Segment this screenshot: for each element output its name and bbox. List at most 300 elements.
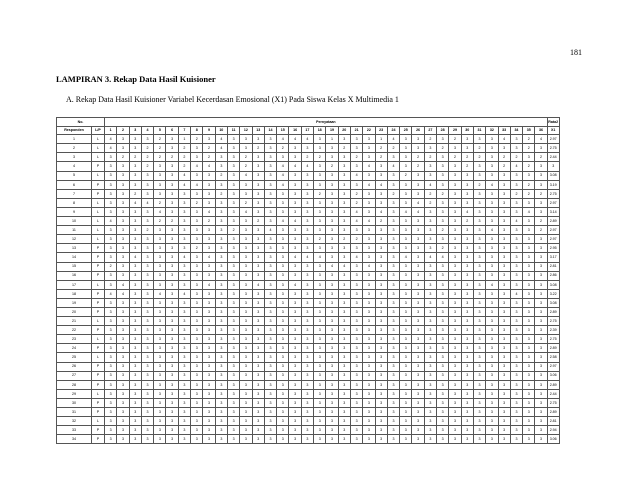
respondent-number: 19 [57,298,92,307]
score-cell: 3 [461,380,473,389]
score-cell: 3 [301,353,313,362]
score-cell: 3 [240,398,252,407]
question-number-header: 18 [314,126,326,135]
question-number-header: 9 [203,126,215,135]
score-cell: 3 [105,235,117,244]
score-cell: 3 [105,317,117,326]
score-cell: 3 [178,244,190,253]
score-cell: 3 [412,135,424,144]
score-cell: 2 [473,180,485,189]
score-cell: 3 [289,362,301,371]
score-cell: 3 [277,244,289,253]
score-cell: 3 [375,398,387,407]
score-cell: 4 [129,253,141,262]
score-cell: 3 [387,371,399,380]
score-cell: 3 [449,317,461,326]
score-cell: 2 [326,162,338,171]
respondent-number: 16 [57,271,92,280]
score-cell: 3 [326,217,338,226]
score-cell: 2 [129,153,141,162]
score-cell: 2 [412,153,424,162]
score-cell: 3 [535,198,547,207]
score-cell: 3 [191,408,203,417]
score-cell: 3 [166,344,178,353]
score-cell: 3 [117,298,129,307]
score-cell: 4 [203,162,215,171]
score-cell: 3 [129,262,141,271]
score-cell: 3 [338,189,350,198]
score-cell: 3 [523,198,535,207]
score-cell: 3 [461,180,473,189]
score-cell: 3 [424,435,436,444]
score-cell: 3 [437,435,449,444]
score-cell: 4 [350,253,362,262]
score-cell: 2 [449,153,461,162]
score-cell: 3 [510,335,522,344]
score-cell: 3 [498,189,510,198]
score-cell: 3 [227,162,239,171]
score-cell: 3 [252,207,264,216]
score-cell: 3 [473,344,485,353]
score-cell: 3 [105,326,117,335]
respondent-gender: P [92,307,105,316]
questionnaire-recap-table [56,117,560,444]
score-cell: 3 [227,344,239,353]
score-cell: 3 [154,171,166,180]
score-cell: 3 [215,180,227,189]
score-cell: 3 [449,207,461,216]
mean-score: 2.89 [547,217,559,226]
score-cell: 3 [387,280,399,289]
mean-score: 2.75 [547,317,559,326]
score-cell: 3 [350,380,362,389]
table-header-row-1 [57,118,560,127]
score-cell: 3 [227,235,239,244]
score-cell: 3 [449,171,461,180]
score-cell: 3 [350,435,362,444]
score-cell: 3 [191,362,203,371]
score-cell: 3 [400,262,412,271]
score-cell: 2 [510,153,522,162]
score-cell: 2 [412,162,424,171]
score-cell: 3 [129,426,141,435]
score-cell: 3 [252,226,264,235]
score-cell: 3 [437,417,449,426]
score-cell: 3 [461,335,473,344]
score-cell: 3 [227,307,239,316]
score-cell: 3 [141,235,153,244]
score-cell: 3 [227,217,239,226]
score-cell: 3 [264,353,276,362]
score-cell: 3 [240,144,252,153]
score-cell: 3 [437,153,449,162]
score-cell: 3 [375,326,387,335]
score-cell: 3 [301,262,313,271]
score-cell: 3 [338,135,350,144]
respondent-number: 7 [57,189,92,198]
score-cell: 3 [166,144,178,153]
question-number-header: 35 [523,126,535,135]
score-cell: 3 [486,189,498,198]
score-cell: 3 [498,307,510,316]
score-cell: 3 [264,235,276,244]
score-cell: 3 [277,389,289,398]
score-cell: 3 [375,298,387,307]
score-cell: 3 [486,408,498,417]
score-cell: 4 [105,144,117,153]
score-cell: 3 [129,380,141,389]
score-cell: 3 [178,408,190,417]
score-cell: 3 [301,317,313,326]
score-cell: 3 [437,426,449,435]
score-cell: 3 [264,207,276,216]
score-cell: 3 [178,198,190,207]
score-cell: 3 [314,426,326,435]
score-cell: 3 [387,335,399,344]
score-cell: 3 [264,417,276,426]
mean-score: 2.89 [547,344,559,353]
score-cell: 3 [215,298,227,307]
score-cell: 3 [363,326,375,335]
score-cell: 3 [203,262,215,271]
score-cell: 3 [117,435,129,444]
mean-score: 3 [547,162,559,171]
score-cell: 3 [535,417,547,426]
score-cell: 3 [523,262,535,271]
score-cell: 3 [375,417,387,426]
score-cell: 3 [178,417,190,426]
score-cell: 3 [523,271,535,280]
score-cell: 3 [301,226,313,235]
score-cell: 3 [461,408,473,417]
score-cell: 3 [141,398,153,407]
score-cell: 3 [449,253,461,262]
question-number-header: 31 [473,126,485,135]
score-cell: 3 [117,389,129,398]
score-cell: 3 [191,189,203,198]
score-cell: 4 [277,171,289,180]
score-cell: 4 [350,207,362,216]
score-cell: 3 [203,189,215,198]
score-cell: 2 [461,162,473,171]
score-cell: 3 [277,207,289,216]
score-cell: 3 [387,244,399,253]
score-cell: 3 [387,344,399,353]
score-cell: 3 [191,153,203,162]
score-cell: 3 [203,180,215,189]
score-cell: 3 [486,244,498,253]
score-cell: 3 [166,189,178,198]
question-number-header: 4 [141,126,153,135]
score-cell: 3 [498,398,510,407]
score-cell: 3 [215,217,227,226]
score-cell: 2 [523,144,535,153]
score-cell: 3 [105,244,117,253]
score-cell: 3 [338,335,350,344]
score-cell: 3 [264,371,276,380]
score-cell: 3 [326,326,338,335]
score-cell: 4 [375,180,387,189]
score-cell: 3 [240,435,252,444]
score-cell: 3 [375,335,387,344]
score-cell: 3 [437,380,449,389]
score-cell: 3 [486,198,498,207]
score-cell: 3 [449,298,461,307]
score-cell: 3 [191,398,203,407]
score-cell: 2 [350,235,362,244]
score-cell: 3 [301,235,313,244]
score-cell: 3 [424,144,436,153]
score-cell: 3 [277,408,289,417]
score-cell: 3 [301,426,313,435]
score-cell: 3 [412,171,424,180]
score-cell: 3 [141,189,153,198]
score-cell: 4 [461,207,473,216]
score-cell: 3 [461,389,473,398]
score-cell: 4 [215,135,227,144]
table-row [57,144,560,153]
table-body [57,135,560,444]
score-cell: 3 [498,207,510,216]
score-cell: 3 [363,153,375,162]
score-cell: 3 [141,335,153,344]
score-cell: 3 [154,362,166,371]
score-cell: 3 [215,244,227,253]
score-cell: 4 [412,207,424,216]
score-cell: 3 [141,217,153,226]
question-number-header: 28 [437,126,449,135]
score-cell: 3 [129,335,141,344]
score-cell: 3 [191,426,203,435]
score-cell: 2 [154,144,166,153]
score-cell: 3 [412,262,424,271]
score-cell: 3 [154,162,166,171]
score-cell: 4 [191,162,203,171]
score-cell: 2 [154,135,166,144]
score-cell: 3 [461,144,473,153]
score-cell: 3 [314,180,326,189]
score-cell: 2 [510,189,522,198]
score-cell: 3 [215,389,227,398]
score-cell: 3 [412,271,424,280]
score-cell: 3 [240,180,252,189]
score-cell: 4 [264,226,276,235]
score-cell: 3 [117,162,129,171]
score-cell: 3 [227,408,239,417]
score-cell: 3 [117,362,129,371]
mean-score: 2.75 [547,144,559,153]
respondent-number: 26 [57,362,92,371]
score-cell: 3 [424,235,436,244]
score-cell: 3 [510,435,522,444]
score-cell: 3 [510,426,522,435]
score-cell: 3 [473,171,485,180]
score-cell: 3 [363,408,375,417]
score-cell: 3 [375,389,387,398]
score-cell: 3 [191,435,203,444]
score-cell: 3 [264,253,276,262]
score-cell: 3 [129,408,141,417]
question-number-header: 20 [338,126,350,135]
score-cell: 3 [473,398,485,407]
score-cell: 3 [277,362,289,371]
score-cell: 3 [240,353,252,362]
score-cell: 3 [154,253,166,262]
score-cell: 3 [363,371,375,380]
score-cell: 3 [215,426,227,435]
table-row [57,262,560,271]
respondent-gender: P [92,271,105,280]
score-cell: 3 [387,353,399,362]
score-cell: 3 [117,380,129,389]
score-cell: 3 [166,426,178,435]
score-cell: 3 [326,435,338,444]
score-cell: 3 [289,153,301,162]
score-cell: 3 [363,226,375,235]
score-cell: 3 [277,317,289,326]
score-cell: 3 [141,289,153,298]
score-cell: 3 [215,398,227,407]
score-cell: 3 [314,289,326,298]
score-cell: 3 [141,389,153,398]
respondent-number: 18 [57,289,92,298]
score-cell: 4 [363,180,375,189]
score-cell: 3 [191,380,203,389]
score-cell: 3 [473,198,485,207]
score-cell: 3 [326,408,338,417]
score-cell: 3 [338,280,350,289]
score-cell: 3 [166,244,178,253]
score-cell: 3 [473,135,485,144]
score-cell: 3 [510,144,522,153]
score-cell: 2 [375,217,387,226]
score-cell: 3 [338,380,350,389]
score-cell: 3 [424,353,436,362]
score-cell: 3 [105,189,117,198]
score-cell: 3 [129,235,141,244]
score-cell: 3 [166,226,178,235]
table-row [57,298,560,307]
score-cell: 4 [486,180,498,189]
table-row [57,398,560,407]
score-cell: 3 [301,362,313,371]
score-cell: 3 [412,362,424,371]
respondent-number: 14 [57,253,92,262]
score-cell: 3 [105,362,117,371]
score-cell: 3 [486,435,498,444]
score-cell: 2 [535,217,547,226]
score-cell: 3 [461,271,473,280]
score-cell: 3 [338,362,350,371]
score-cell: 3 [191,217,203,226]
score-cell: 3 [400,335,412,344]
score-cell: 3 [473,262,485,271]
score-cell: 3 [191,307,203,316]
score-cell: 3 [314,398,326,407]
score-cell: 4 [289,135,301,144]
score-cell: 3 [105,417,117,426]
score-cell: 3 [264,408,276,417]
score-cell: 3 [400,298,412,307]
score-cell: 3 [424,207,436,216]
score-cell: 3 [535,371,547,380]
score-cell: 3 [277,344,289,353]
score-cell: 4 [437,253,449,262]
question-number-header: 26 [412,126,424,135]
score-cell: 3 [535,362,547,371]
score-cell: 3 [264,280,276,289]
score-cell: 3 [486,335,498,344]
score-cell: 3 [166,362,178,371]
score-cell: 4 [363,262,375,271]
score-cell: 3 [129,217,141,226]
score-cell: 3 [523,307,535,316]
table-row [57,244,560,253]
appendix-heading: LAMPIRAN 3. Rekap Data Hasil Kuisioner [56,74,216,84]
score-cell: 3 [486,144,498,153]
score-cell: 3 [191,271,203,280]
score-cell: 3 [203,307,215,316]
score-cell: 3 [289,198,301,207]
score-cell: 3 [387,408,399,417]
score-cell: 3 [203,389,215,398]
score-cell: 3 [486,207,498,216]
score-cell: 3 [191,389,203,398]
score-cell: 3 [314,162,326,171]
score-cell: 4 [498,135,510,144]
score-cell: 3 [375,171,387,180]
mean-score: 2.89 [547,408,559,417]
score-cell: 4 [289,280,301,289]
question-number-header: 34 [510,126,522,135]
table-header-row-2 [57,126,560,135]
table-row [57,189,560,198]
score-cell: 3 [387,289,399,298]
score-cell: 3 [498,262,510,271]
score-cell: 3 [510,362,522,371]
score-cell: 2 [473,144,485,153]
respondent-gender: L [92,280,105,289]
score-cell: 3 [289,408,301,417]
score-cell: 3 [486,217,498,226]
score-cell: 3 [375,435,387,444]
score-cell: 3 [277,353,289,362]
score-cell: 3 [363,235,375,244]
respondent-number: 34 [57,435,92,444]
score-cell: 3 [289,180,301,189]
score-cell: 3 [314,362,326,371]
score-cell: 3 [277,235,289,244]
score-cell: 3 [350,289,362,298]
score-cell: 3 [289,235,301,244]
score-cell: 4 [523,207,535,216]
score-cell: 3 [264,362,276,371]
respondent-number: 8 [57,198,92,207]
score-cell: 3 [227,262,239,271]
score-cell: 3 [387,153,399,162]
score-cell: 3 [424,162,436,171]
score-cell: 3 [277,307,289,316]
score-cell: 3 [326,344,338,353]
score-cell: 3 [387,435,399,444]
score-cell: 3 [277,226,289,235]
score-cell: 3 [486,362,498,371]
score-cell: 3 [129,371,141,380]
score-cell: 3 [350,344,362,353]
score-cell: 3 [154,326,166,335]
score-cell: 3 [141,271,153,280]
score-cell: 3 [461,307,473,316]
